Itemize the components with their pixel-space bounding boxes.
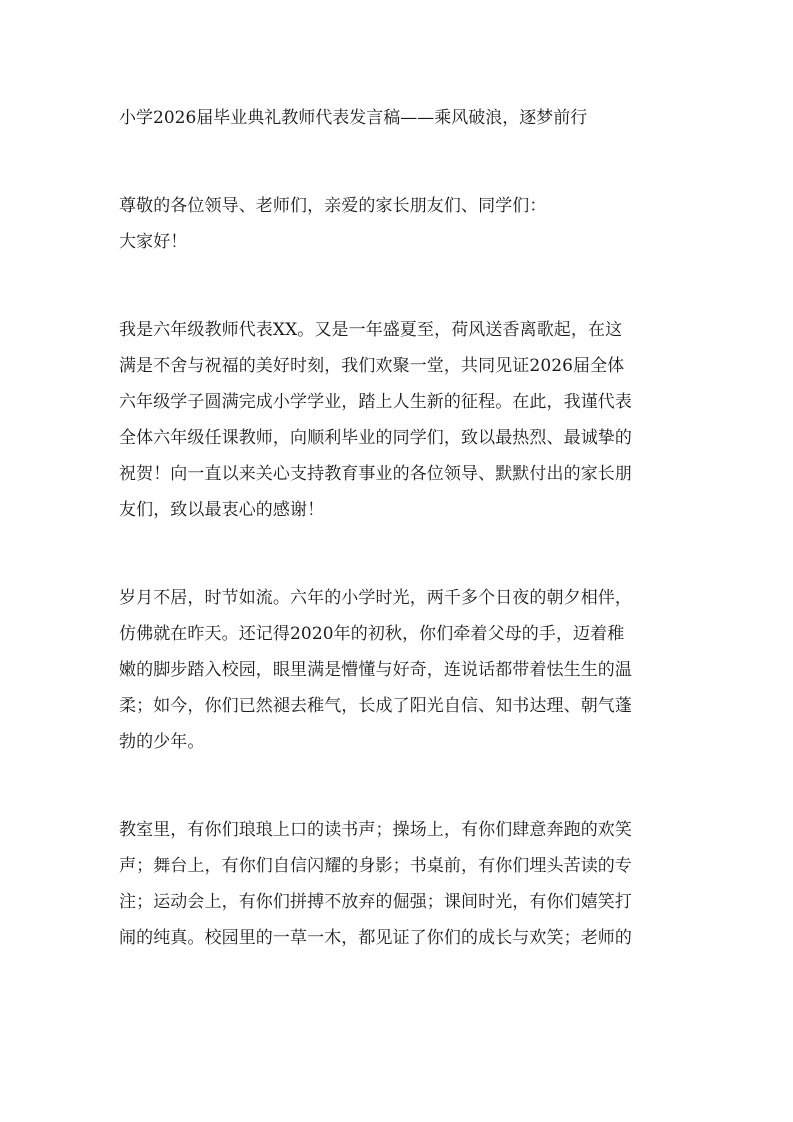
spacer — [119, 260, 694, 312]
paragraph-line: 满是不舍与祝福的美好时刻，我们欢聚一堂，共同见证2026届全体 — [119, 356, 625, 376]
paragraph-3 — [119, 812, 694, 956]
greeting: 大家好！ — [119, 232, 188, 252]
paragraph-line: 岁月不居，时节如流。六年的小学时光，两千多个日夜的朝夕相伴， — [119, 588, 632, 608]
document-title: 小学2026届毕业典礼教师代表发言稿——乘风破浪，逐梦前行 — [119, 108, 588, 128]
paragraph-1 — [119, 312, 694, 528]
paragraph-line: 嫩的脚步踏入校园，眼里满是懵懂与好奇，连说话都带着怯生生的温 — [119, 660, 632, 680]
paragraph-line: 祝贺！向一直以来关心支持教育事业的各位领导、默默付出的家长朋 — [119, 464, 632, 484]
paragraph-line: 注；运动会上，有你们拼搏不放弃的倔强；课间时光，有你们嬉笑打 — [119, 892, 632, 912]
paragraph-line: 勃的少年。 — [119, 732, 205, 752]
paragraph-line: 声；舞台上，有你们自信闪耀的身影；书桌前，有你们埋头苦读的专 — [119, 856, 632, 876]
paragraph-line: 全体六年级任课教师，向顺利毕业的同学们，致以最热烈、最诚挚的 — [119, 428, 632, 448]
spacer — [119, 136, 694, 188]
paragraph-line: 友们，致以最衷心的感谢！ — [119, 500, 325, 520]
paragraph-line: 闹的纯真。校园里的一草一木，都见证了你们的成长与欢笑；老师的 — [119, 928, 632, 948]
spacer — [119, 528, 694, 580]
document-body — [119, 100, 694, 956]
paragraph-line: 柔；如今，你们已然褪去稚气，长成了阳光自信、知书达理、朝气蓬 — [119, 696, 632, 716]
paragraph-line: 我是六年级教师代表XX。又是一年盛夏至，荷风送香离歌起，在这 — [119, 320, 623, 340]
paragraph-line: 仿佛就在昨天。还记得2020年的初秋，你们牵着父母的手，迈着稚 — [119, 624, 625, 644]
paragraph-2 — [119, 580, 694, 760]
salutation: 尊敬的各位领导、老师们，亲爱的家长朋友们、同学们： — [119, 196, 547, 216]
spacer — [119, 760, 694, 812]
paragraph-line: 教室里，有你们琅琅上口的读书声；操场上，有你们肆意奔跑的欢笑 — [119, 820, 632, 840]
paragraph-line: 六年级学子圆满完成小学学业，踏上人生新的征程。在此，我谨代表 — [119, 392, 632, 412]
